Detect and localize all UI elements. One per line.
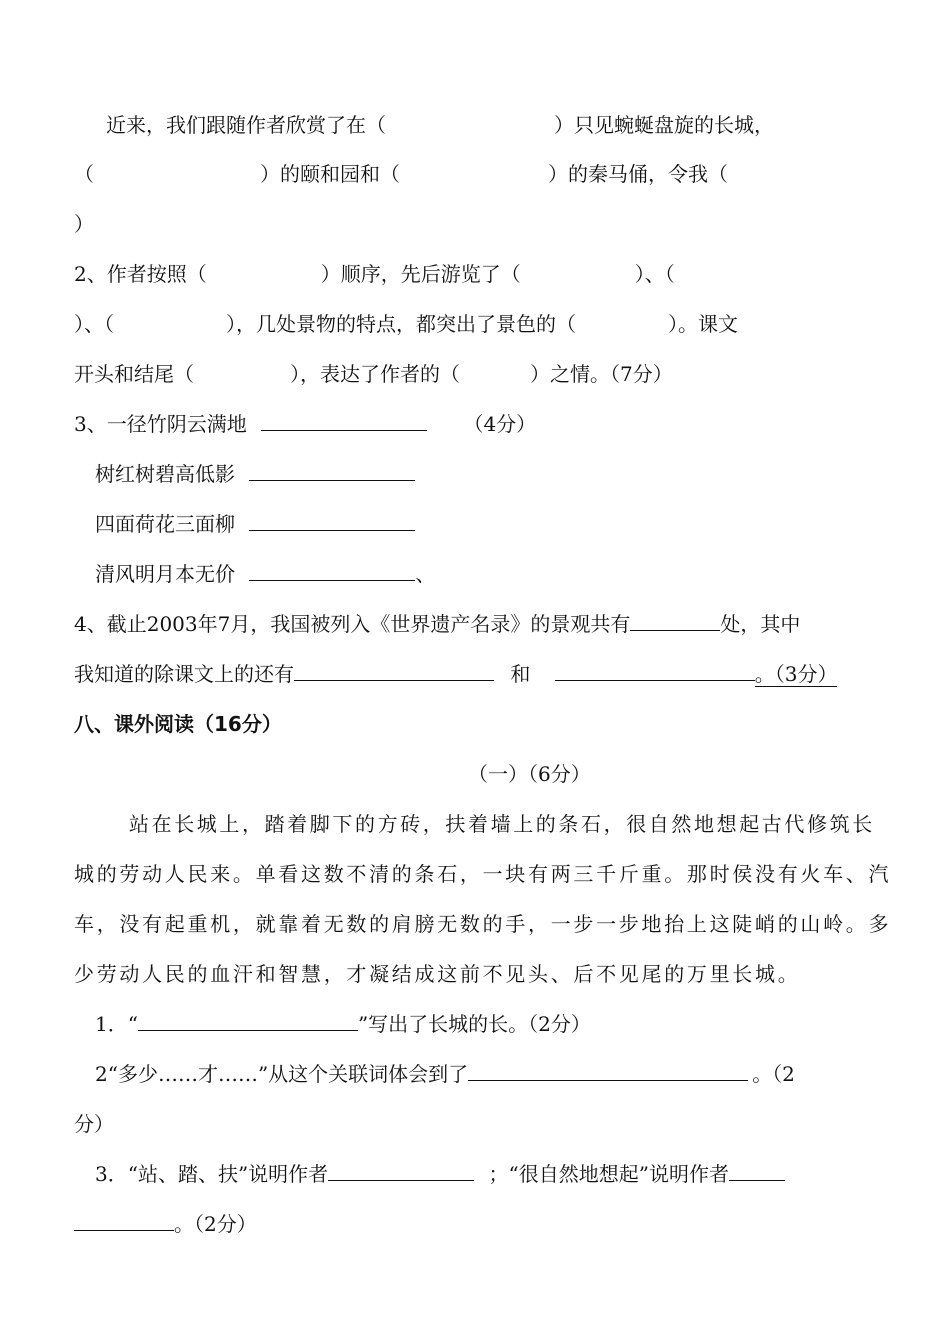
q3-line2 xyxy=(95,460,415,488)
q2-text-b: ）顺序，先后游览了（ xyxy=(320,262,521,286)
q4-text-e: 我知道的除课文上的还有 xyxy=(74,662,294,686)
q4-line2 xyxy=(74,660,837,688)
q2-text-i: ）之情。（7分） xyxy=(530,362,673,386)
q2-line3 xyxy=(74,360,673,388)
rq3-text-b: ；“很自然地想起”说明作者 xyxy=(488,1162,729,1186)
q3-item-1: 树红树碧高低影 xyxy=(95,462,235,486)
section-8-title: 八、课外阅读（16分） xyxy=(74,712,282,736)
q2-text-d: ）、（ xyxy=(74,312,114,336)
q1-line3 xyxy=(74,210,94,238)
q4-text-g: 。（3分） xyxy=(754,662,838,686)
q3-line4 xyxy=(95,560,435,588)
q4-month: 7 xyxy=(217,612,231,636)
rq3-text-a: 3．“站、踏、扶”说明作者 xyxy=(95,1162,329,1186)
q2-text-g: 开头和结尾（ xyxy=(74,362,194,386)
rq2-text-b: 。（2 xyxy=(752,1062,795,1086)
rq3-line xyxy=(95,1160,785,1188)
rq2-text-a: 2“多少……才……”从这个关联词体会到了 xyxy=(95,1062,469,1086)
passage-line-4: 少劳动人民的血汗和智慧，才凝结成这前不见头、后不见尾的万里长城。 xyxy=(74,962,801,986)
q1-text-a: 近来，我们跟随作者欣赏了在（ xyxy=(106,113,386,137)
passage-line-1: 站在长城上，踏着脚下的方砖，扶着墙上的条石，很自然地想起古代修筑长 xyxy=(129,812,875,836)
q2-text-e: ），几处景物的特点，都突出了景色的（ xyxy=(226,312,576,336)
q1-text-f: ） xyxy=(74,212,94,236)
q2-text-c: ）、（ xyxy=(634,262,675,286)
rq2-answer[interactable] xyxy=(468,1060,748,1081)
passage-line-3: 车，没有起重机，就靠着无数的肩膀无数的手，一步一步地抬上这陡峭的山岭。多 xyxy=(74,912,892,936)
q3-answer-3[interactable] xyxy=(249,510,415,531)
q4-text-a: 4、截止 xyxy=(74,612,147,636)
rq3-answer-1[interactable] xyxy=(328,1160,474,1181)
q4-text-d: 处，其中 xyxy=(720,612,801,636)
rq1-line xyxy=(95,1010,591,1038)
q2-text-h: ），表达了作者的（ xyxy=(290,362,460,386)
q4-text-f: 和 xyxy=(510,662,531,686)
q1-text-c: （ xyxy=(74,162,94,186)
q1-text-e: ）的秦马俑，令我（ xyxy=(548,162,728,186)
q2-text-f: ）。课文 xyxy=(668,312,738,336)
q4-answer-1[interactable] xyxy=(294,660,494,681)
rq1-text-b: ”写出了长城的长。（2分） xyxy=(357,1012,591,1036)
rq2-line xyxy=(95,1060,795,1088)
rq3-text-c: 。（2分） xyxy=(174,1212,257,1236)
q3-item-2: 四面荷花三面柳 xyxy=(95,512,235,536)
q3-answer-1[interactable] xyxy=(261,410,427,431)
section-8-subtitle: （一）（6分） xyxy=(468,762,591,786)
q1-line2 xyxy=(74,160,728,188)
q4-answer-2[interactable] xyxy=(555,660,755,681)
q2-line2 xyxy=(74,310,738,338)
q1-text-b: ）只见蜿蜒盘旋的长城， xyxy=(554,113,774,137)
q3-answer-2[interactable] xyxy=(249,460,415,481)
q2-text-a: 2、作者按照（ xyxy=(74,262,207,286)
passage-line-2: 城的劳动人民来。单看这数不清的条石，一块有两三千斤重。那时侯没有火车、汽 xyxy=(74,862,892,886)
q1-line1 xyxy=(106,111,774,139)
q3-item-3: 清风明月本无价 xyxy=(95,562,235,586)
q1-text-d: ）的颐和园和（ xyxy=(260,162,400,186)
q3-line3 xyxy=(95,510,415,538)
rq1-text-a: 1．“ xyxy=(95,1012,138,1036)
q3-line1 xyxy=(74,410,536,438)
rq2-line-2: 分） xyxy=(74,1112,114,1136)
rq1-answer[interactable] xyxy=(138,1010,358,1031)
q4-text-b: 年 xyxy=(197,612,218,636)
q4-line1 xyxy=(74,610,800,638)
q4-answer-count[interactable] xyxy=(630,610,720,631)
q4-year: 2003 xyxy=(146,612,198,636)
q3-points: （4分） xyxy=(463,412,537,436)
q3-answer-4[interactable] xyxy=(249,560,415,581)
q2-line1 xyxy=(74,260,675,288)
q3-label: 3、一径竹阴云满地 xyxy=(74,412,247,436)
rq3-answer-2a[interactable] xyxy=(729,1160,785,1181)
q3-suffix: 、 xyxy=(415,562,436,586)
rq3-answer-2b[interactable] xyxy=(74,1210,174,1231)
rq3-line-2 xyxy=(74,1210,257,1238)
q4-text-c: 月，我国被列入《世界遗产名录》的景观共有 xyxy=(230,612,631,636)
